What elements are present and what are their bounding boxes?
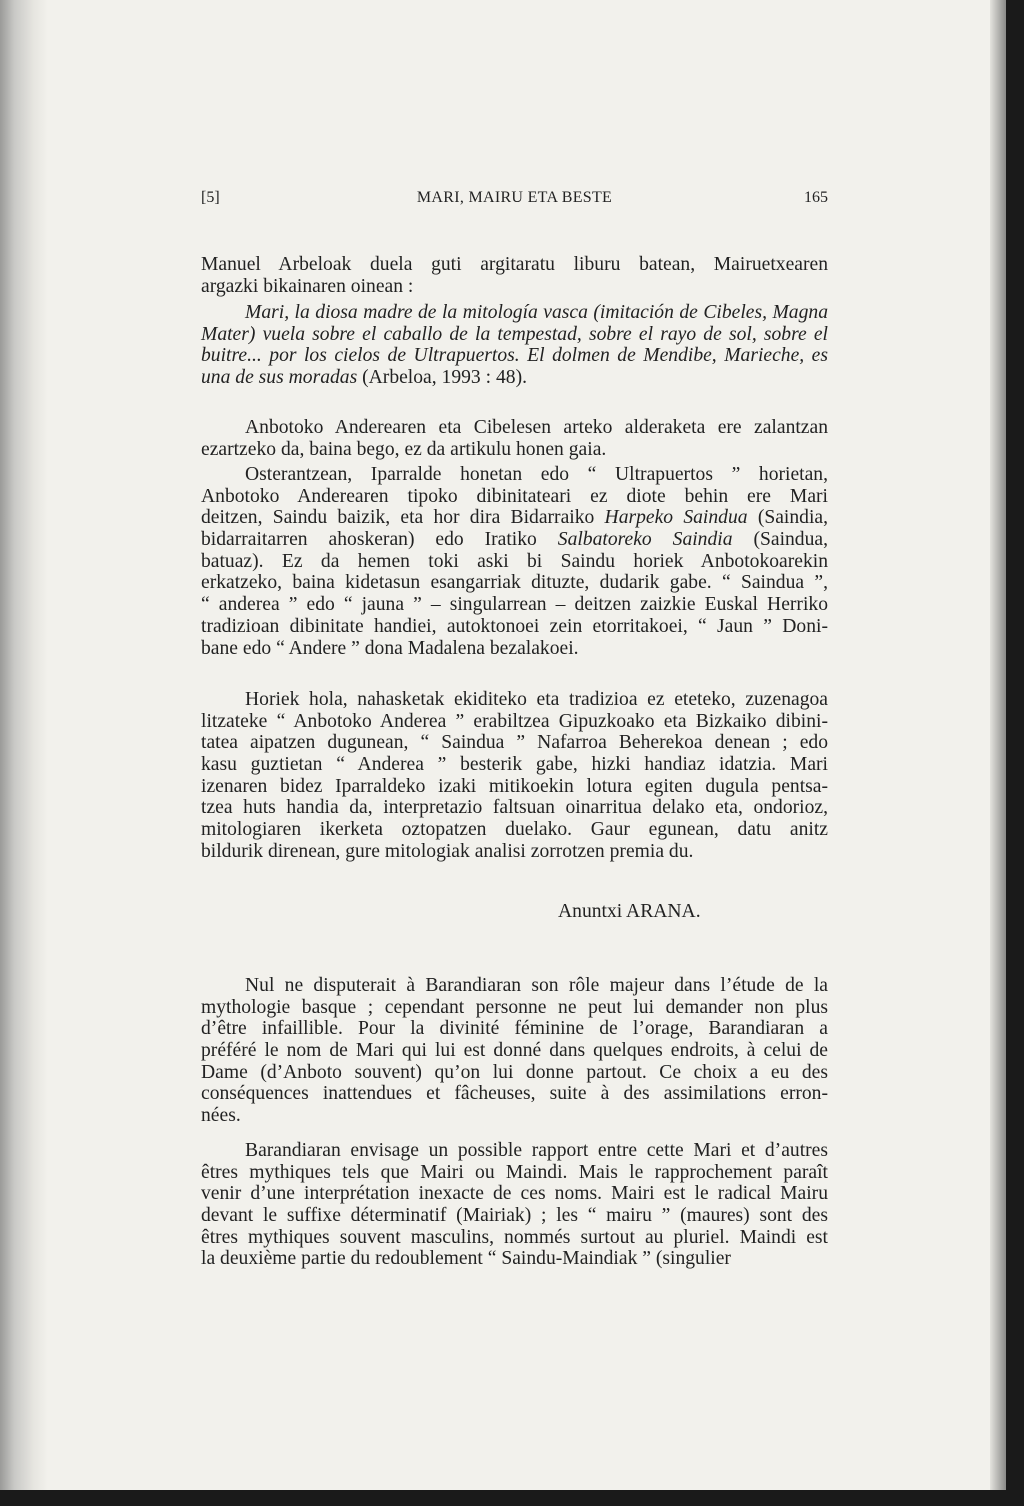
text-line — [201, 776, 828, 798]
text-line — [201, 711, 828, 733]
text-line — [201, 486, 828, 508]
text-line — [201, 529, 828, 551]
text-span: tatea aipatzen dugunean, “ Saindua ” Nafarroa Beherekoa denean ; edo — [201, 732, 828, 754]
text-span: deitzen, Saindu baizik, eta hor dira Bidarraiko — [201, 507, 605, 529]
text-line — [201, 507, 828, 529]
text-line — [201, 417, 828, 439]
text-span: la deuxième partie du redoublement “ Saindu-Maindiak ” (singulier — [201, 1248, 731, 1270]
text-line — [201, 901, 828, 923]
text-span: erkatzeko, baina kidetasun esangarriak dituzte, dudarik gabe. “ Saindua ”, — [201, 572, 828, 594]
text-span: Nul ne disputerait à Barandiaran son rôle majeur dans l’étude de la — [245, 975, 828, 996]
text-span: bildurik direnean, gure mitologiak analisi zorrotzen premia du. — [201, 840, 694, 862]
text-line — [201, 367, 828, 389]
page-number: 165 — [804, 189, 828, 206]
text-span: Anbotoko Anderearen tipoko dibinitateari ez diote behin ere Mari — [201, 485, 828, 507]
text-span: Dame (d’Anboto souvent) qu’on lui donne partout. Ce choix a eu des — [201, 1061, 828, 1083]
text-line — [201, 594, 828, 616]
text-span: (Arbeloa, 1993 : 48). — [357, 367, 527, 389]
text-span: êtres mythiques souvent masculins, nommés surtout au pluriel. Maindi est — [201, 1226, 828, 1248]
italic-text: Salbatoreko Saindia — [557, 529, 733, 551]
text-line — [201, 1183, 828, 1205]
paragraph-intro — [201, 254, 828, 297]
running-title: MARI, MAIRU ETA BESTE — [416, 189, 613, 206]
text-line — [201, 997, 828, 1019]
text-span: bidarraitarren ahoskeran) edo Iratiko — [201, 529, 558, 551]
text-line — [201, 797, 828, 819]
italic-text: Mater) vuela sobre el caballo de la tempestad, sobre el rayo de sol, sobre el — [201, 323, 828, 345]
text-line — [201, 1105, 828, 1127]
text-span: Horiek hola, nahasketak ekiditeko eta tradizioa ez eteteko, zuzenagoa — [245, 689, 828, 710]
text-line — [201, 1083, 828, 1105]
text-span: d’être infaillible. Pour la divinité féminine de l’orage, Barandiaran a — [201, 1018, 828, 1040]
text-span: devant le suffixe déterminatif (Mairiak) ; les “ mairu ” (maures) sont des — [201, 1205, 828, 1227]
text-span: (Saindua, — [732, 529, 828, 551]
text-span: préféré le nom de Mari qui lui est donné dans quelques endroits, à celui de — [201, 1040, 828, 1062]
text-line — [201, 1018, 828, 1040]
text-line — [201, 551, 828, 573]
text-span: mitologiaren ikerketa oztopatzen duelako. Gaur egunean, datu anitz — [201, 819, 828, 841]
text-line — [201, 572, 828, 594]
paragraph-nul-ne — [201, 975, 828, 1127]
text-span: êtres mythiques tels que Mairi ou Maindi. Mais le rapprochement paraît — [201, 1161, 828, 1183]
text-line — [201, 689, 828, 711]
text-span: litzateke “ Anbotoko Anderea ” erabiltzea Gipuzkoako eta Bizkaiko dibini- — [201, 710, 828, 732]
text-span: Barandiaran envisage un possible rapport entre cette Mari et d’autres — [245, 1140, 828, 1161]
text-span: (Saindia, — [747, 507, 829, 529]
text-span: bane edo “ Andere ” dona Madalena bezalakoei. — [201, 637, 579, 659]
text-line — [201, 254, 828, 276]
text-span: tradizioan dibinitate handiei, autoktonoei zein etorritakoei, “ Jaun ” Doni- — [201, 615, 828, 637]
text-span: “ anderea ” edo “ jauna ” – singularrean – deitzen zaizkie Euskal Herriko — [201, 594, 828, 616]
text-span: Manuel Arbeloak duela guti argitaratu liburu batean, Mairuetxearen — [201, 254, 828, 275]
text-span: kasu guztietan “ Anderea ” besterik gabe, hizki handiaz idatzia. Mari — [201, 754, 828, 776]
author-signature — [201, 901, 828, 923]
paragraph-osterantzean — [201, 464, 828, 659]
running-header — [201, 189, 828, 213]
text-span: Anuntxi ARANA. — [558, 901, 701, 922]
text-line — [201, 345, 828, 367]
text-span: izenaren bidez Iparraldeko izaki mitikoekin lotura egiten dugula pentsa- — [201, 775, 828, 797]
text-line — [201, 616, 828, 638]
page-fold-shadow — [0, 0, 48, 1490]
paragraph-barandiaran — [201, 1140, 828, 1270]
text-span: argazki bikainaren oinean : — [201, 275, 414, 297]
text-span: conséquences inattendues et fâcheuses, suite à des assimilations erron- — [201, 1083, 828, 1105]
italic-text: Harpeko Saindua — [604, 507, 748, 529]
section-number: [5] — [201, 189, 220, 206]
text-line — [201, 975, 828, 997]
text-line — [201, 1227, 828, 1249]
text-line — [201, 1062, 828, 1084]
text-line — [201, 439, 828, 461]
text-span: Osterantzean, Iparralde honetan edo “ Ultrapuertos ” horietan, — [245, 464, 828, 485]
italic-text: buitre... por los cielos de Ultrapuertos. El dolmen de Mendibe, Marieche, es — [201, 345, 828, 367]
text-line — [201, 638, 828, 660]
italic-text: una de sus moradas — [201, 367, 358, 389]
text-span: batuaz). Ez da hemen toki aski bi Saindu horiek Anbotokoarekin — [201, 550, 828, 572]
quote-arbeloa — [201, 302, 828, 389]
paragraph-horiek-hola — [201, 689, 828, 863]
text-line — [201, 1040, 828, 1062]
text-span: mythologie basque ; cependant personne ne peut lui demander non plus — [201, 996, 828, 1018]
text-span: ezartzeko da, baina bego, ez da artikulu honen gaia. — [201, 438, 607, 460]
text-line — [201, 464, 828, 486]
text-line — [201, 819, 828, 841]
paragraph-anboto — [201, 417, 828, 460]
text-line — [201, 1205, 828, 1227]
italic-text: Mari, la diosa madre de la mitología vasca (imitación de Cibeles, Magna — [245, 302, 828, 323]
text-span: tzea huts handia da, interpretazio faltsuan oinarritua delako eta, ondorioz, — [201, 797, 828, 819]
text-line — [201, 302, 828, 324]
text-span: venir d’une interprétation inexacte de ces noms. Mairi est le radical Mairu — [201, 1183, 828, 1205]
text-line — [201, 754, 828, 776]
text-line — [201, 841, 828, 863]
page-edge — [990, 0, 1006, 1490]
text-span: nées. — [201, 1105, 241, 1127]
text-line — [201, 1248, 828, 1270]
text-line — [201, 732, 828, 754]
text-line — [201, 276, 828, 298]
text-line — [201, 1140, 828, 1162]
text-span: Anbotoko Anderearen eta Cibelesen arteko alderaketa ere zalantzan — [245, 417, 828, 438]
text-line — [201, 324, 828, 346]
text-line — [201, 1162, 828, 1184]
